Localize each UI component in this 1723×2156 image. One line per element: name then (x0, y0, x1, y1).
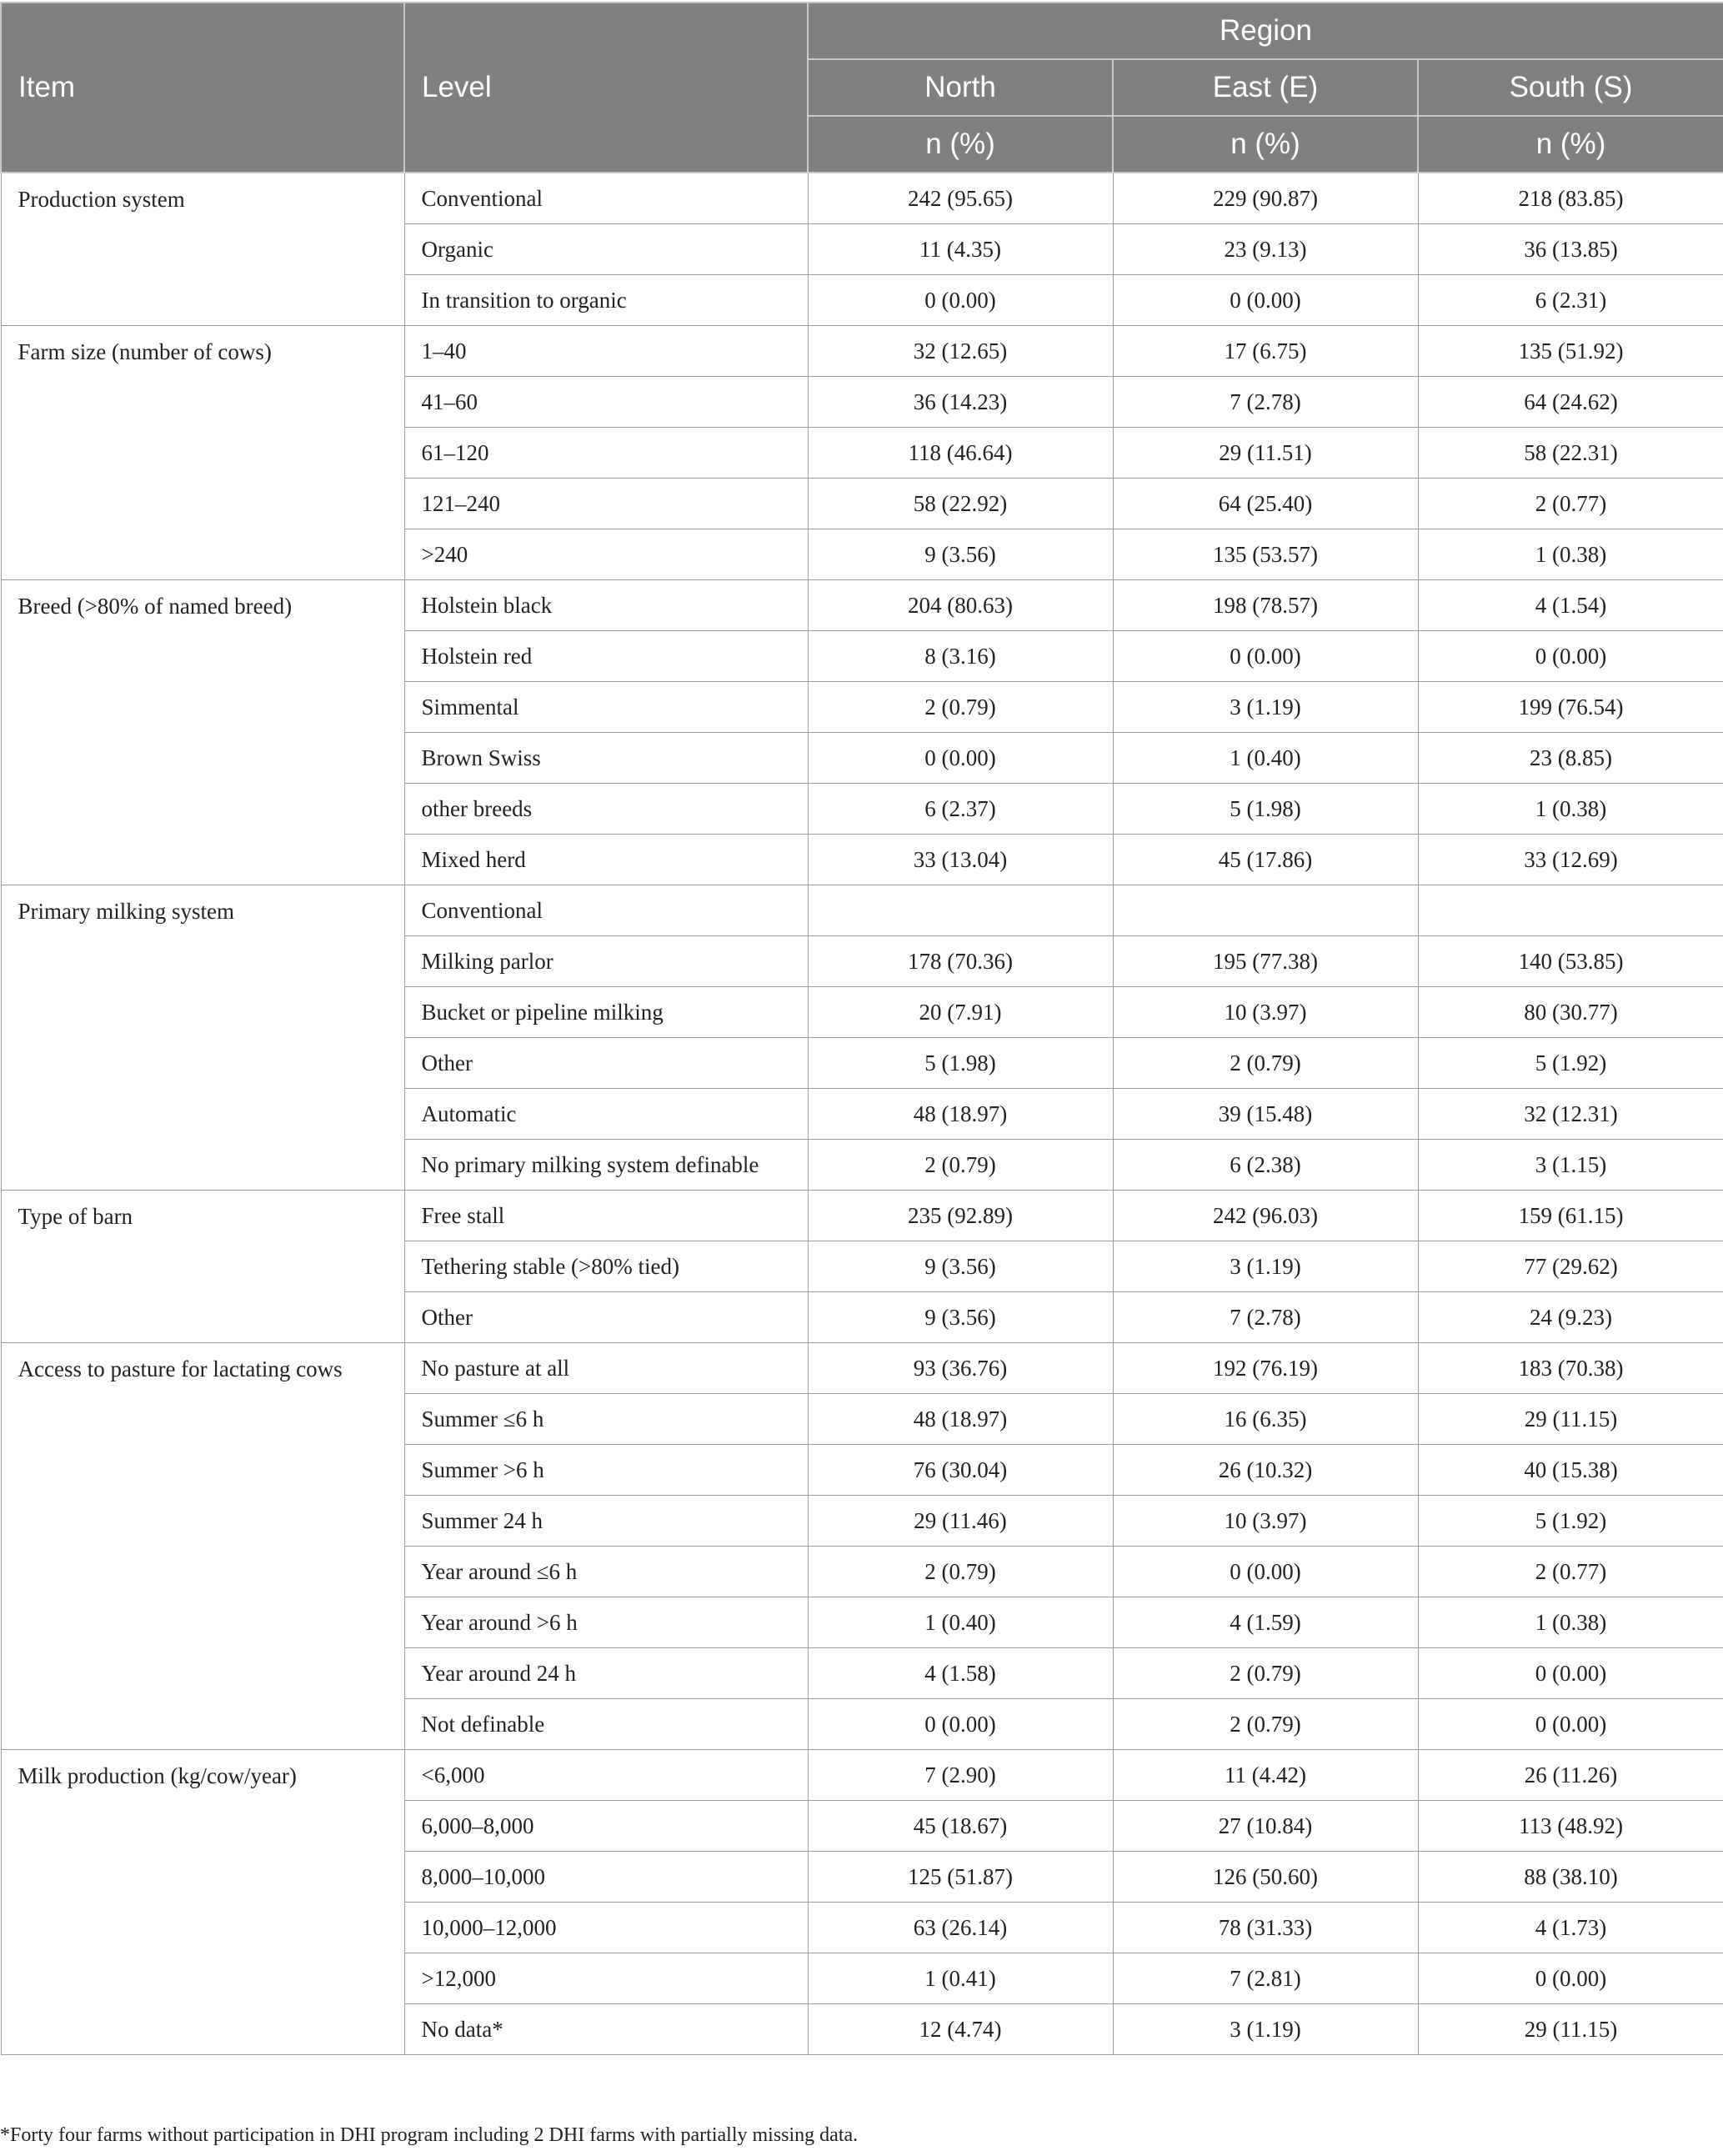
east-cell: 29 (11.51) (1113, 428, 1418, 479)
south-cell (1418, 885, 1723, 936)
east-cell: 135 (53.57) (1113, 529, 1418, 580)
table-row (1, 1191, 1723, 1241)
south-cell: 26 (11.26) (1418, 1750, 1723, 1801)
level-cell: 41–60 (404, 377, 808, 428)
level-cell: Not definable (404, 1699, 808, 1750)
north-cell: 45 (18.67) (808, 1801, 1113, 1852)
east-cell: 10 (3.97) (1113, 1496, 1418, 1547)
south-cell: 36 (13.85) (1418, 224, 1723, 275)
level-cell: Other (404, 1292, 808, 1343)
east-cell: 2 (0.79) (1113, 1699, 1418, 1750)
south-cell: 80 (30.77) (1418, 987, 1723, 1038)
east-cell: 0 (0.00) (1113, 631, 1418, 682)
south-cell: 218 (83.85) (1418, 173, 1723, 224)
level-cell: Conventional (404, 885, 808, 936)
east-cell: 26 (10.32) (1113, 1445, 1418, 1496)
south-cell: 199 (76.54) (1418, 682, 1723, 733)
level-cell: >12,000 (404, 1953, 808, 2004)
table-body (1, 173, 1723, 2055)
south-cell: 64 (24.62) (1418, 377, 1723, 428)
south-cell: 159 (61.15) (1418, 1191, 1723, 1241)
south-cell: 88 (38.10) (1418, 1852, 1723, 1903)
north-cell: 2 (0.79) (808, 1547, 1113, 1597)
level-cell: No pasture at all (404, 1343, 808, 1394)
east-cell: 17 (6.75) (1113, 326, 1418, 377)
east-cell: 3 (1.19) (1113, 1241, 1418, 1292)
north-cell: 9 (3.56) (808, 1241, 1113, 1292)
south-cell: 4 (1.54) (1418, 580, 1723, 631)
item-cell: Farm size (number of cows) (1, 326, 404, 580)
header-east-unit: n (%) (1113, 116, 1418, 173)
north-cell: 8 (3.16) (808, 631, 1113, 682)
south-cell: 2 (0.77) (1418, 479, 1723, 529)
item-cell: Breed (>80% of named breed) (1, 580, 404, 885)
east-cell: 2 (0.79) (1113, 1038, 1418, 1089)
east-cell: 10 (3.97) (1113, 987, 1418, 1038)
east-cell: 7 (2.78) (1113, 1292, 1418, 1343)
north-cell: 32 (12.65) (808, 326, 1113, 377)
level-cell: Organic (404, 224, 808, 275)
east-cell: 6 (2.38) (1113, 1140, 1418, 1191)
item-cell: Production system (1, 173, 404, 326)
level-cell: Summer 24 h (404, 1496, 808, 1547)
east-cell: 242 (96.03) (1113, 1191, 1418, 1241)
south-cell: 140 (53.85) (1418, 936, 1723, 987)
table-row (1, 885, 1723, 936)
item-cell: Primary milking system (1, 885, 404, 1191)
north-cell: 2 (0.79) (808, 1140, 1113, 1191)
north-cell: 1 (0.41) (808, 1953, 1113, 2004)
south-cell: 29 (11.15) (1418, 2004, 1723, 2055)
east-cell: 4 (1.59) (1113, 1597, 1418, 1648)
level-cell: Year around ≤6 h (404, 1547, 808, 1597)
north-cell: 20 (7.91) (808, 987, 1113, 1038)
level-cell: No data* (404, 2004, 808, 2055)
east-cell: 23 (9.13) (1113, 224, 1418, 275)
east-cell: 16 (6.35) (1113, 1394, 1418, 1445)
level-cell: Conventional (404, 173, 808, 224)
table-row (1, 1750, 1723, 1801)
north-cell: 93 (36.76) (808, 1343, 1113, 1394)
east-cell: 3 (1.19) (1113, 682, 1418, 733)
north-cell: 5 (1.98) (808, 1038, 1113, 1089)
north-cell: 0 (0.00) (808, 275, 1113, 326)
north-cell: 125 (51.87) (808, 1852, 1113, 1903)
east-cell: 11 (4.42) (1113, 1750, 1418, 1801)
level-cell: Brown Swiss (404, 733, 808, 784)
north-cell: 6 (2.37) (808, 784, 1113, 835)
east-cell: 1 (0.40) (1113, 733, 1418, 784)
north-cell: 33 (13.04) (808, 835, 1113, 885)
east-cell: 64 (25.40) (1113, 479, 1418, 529)
east-cell: 45 (17.86) (1113, 835, 1418, 885)
level-cell: 6,000–8,000 (404, 1801, 808, 1852)
level-cell: Bucket or pipeline milking (404, 987, 808, 1038)
north-cell: 9 (3.56) (808, 1292, 1113, 1343)
level-cell: Year around 24 h (404, 1648, 808, 1699)
level-cell: Tethering stable (>80% tied) (404, 1241, 808, 1292)
east-cell: 7 (2.78) (1113, 377, 1418, 428)
item-cell: Access to pasture for lactating cows (1, 1343, 404, 1750)
header-item: Item (1, 3, 404, 173)
south-cell: 183 (70.38) (1418, 1343, 1723, 1394)
east-cell: 0 (0.00) (1113, 1547, 1418, 1597)
table-row (1, 326, 1723, 377)
south-cell: 0 (0.00) (1418, 1953, 1723, 2004)
level-cell: Simmental (404, 682, 808, 733)
header-south-unit: n (%) (1418, 116, 1723, 173)
south-cell: 1 (0.38) (1418, 529, 1723, 580)
level-cell: Summer >6 h (404, 1445, 808, 1496)
table-header (1, 3, 1723, 173)
north-cell: 9 (3.56) (808, 529, 1113, 580)
south-cell: 5 (1.92) (1418, 1038, 1723, 1089)
north-cell: 0 (0.00) (808, 733, 1113, 784)
level-cell: Other (404, 1038, 808, 1089)
header-north-unit: n (%) (808, 116, 1113, 173)
north-cell: 204 (80.63) (808, 580, 1113, 631)
header-north: North (808, 59, 1113, 116)
east-cell: 0 (0.00) (1113, 275, 1418, 326)
level-cell: No primary milking system definable (404, 1140, 808, 1191)
level-cell: 8,000–10,000 (404, 1852, 808, 1903)
item-cell: Type of barn (1, 1191, 404, 1343)
level-cell: Summer ≤6 h (404, 1394, 808, 1445)
north-cell: 235 (92.89) (808, 1191, 1113, 1241)
south-cell: 40 (15.38) (1418, 1445, 1723, 1496)
level-cell: 121–240 (404, 479, 808, 529)
east-cell: 7 (2.81) (1113, 1953, 1418, 2004)
south-cell: 0 (0.00) (1418, 1699, 1723, 1750)
east-cell: 192 (76.19) (1113, 1343, 1418, 1394)
north-cell: 76 (30.04) (808, 1445, 1113, 1496)
east-cell: 3 (1.19) (1113, 2004, 1418, 2055)
north-cell: 48 (18.97) (808, 1089, 1113, 1140)
level-cell: Mixed herd (404, 835, 808, 885)
table-container (0, 2, 1723, 2055)
level-cell: Milking parlor (404, 936, 808, 987)
south-cell: 5 (1.92) (1418, 1496, 1723, 1547)
north-cell: 242 (95.65) (808, 173, 1113, 224)
north-cell: 7 (2.90) (808, 1750, 1113, 1801)
east-cell: 195 (77.38) (1113, 936, 1418, 987)
south-cell: 33 (12.69) (1418, 835, 1723, 885)
south-cell: 6 (2.31) (1418, 275, 1723, 326)
south-cell: 77 (29.62) (1418, 1241, 1723, 1292)
north-cell: 48 (18.97) (808, 1394, 1113, 1445)
north-cell: 0 (0.00) (808, 1699, 1113, 1750)
north-cell: 58 (22.92) (808, 479, 1113, 529)
north-cell: 1 (0.40) (808, 1597, 1113, 1648)
level-cell: Automatic (404, 1089, 808, 1140)
header-region: Region (808, 3, 1723, 59)
table-row (1, 580, 1723, 631)
north-cell: 29 (11.46) (808, 1496, 1113, 1547)
level-cell: other breeds (404, 784, 808, 835)
south-cell: 23 (8.85) (1418, 733, 1723, 784)
north-cell (808, 885, 1113, 936)
table-footnote: *Forty four farms without participation in DHI program including 2 DHI farms with partially missing data. (0, 2124, 859, 2146)
level-cell: Year around >6 h (404, 1597, 808, 1648)
south-cell: 3 (1.15) (1418, 1140, 1723, 1191)
header-east: East (E) (1113, 59, 1418, 116)
south-cell: 29 (11.15) (1418, 1394, 1723, 1445)
level-cell: In transition to organic (404, 275, 808, 326)
table-row (1, 1343, 1723, 1394)
table-row (1, 173, 1723, 224)
east-cell: 198 (78.57) (1113, 580, 1418, 631)
header-level: Level (404, 3, 808, 173)
east-cell: 27 (10.84) (1113, 1801, 1418, 1852)
level-cell: 10,000–12,000 (404, 1903, 808, 1953)
item-cell: Milk production (kg/cow/year) (1, 1750, 404, 2055)
level-cell: 61–120 (404, 428, 808, 479)
south-cell: 2 (0.77) (1418, 1547, 1723, 1597)
south-cell: 32 (12.31) (1418, 1089, 1723, 1140)
south-cell: 1 (0.38) (1418, 1597, 1723, 1648)
level-cell: <6,000 (404, 1750, 808, 1801)
east-cell: 2 (0.79) (1113, 1648, 1418, 1699)
east-cell: 78 (31.33) (1113, 1903, 1418, 1953)
south-cell: 113 (48.92) (1418, 1801, 1723, 1852)
north-cell: 4 (1.58) (808, 1648, 1113, 1699)
north-cell: 12 (4.74) (808, 2004, 1113, 2055)
south-cell: 58 (22.31) (1418, 428, 1723, 479)
south-cell: 0 (0.00) (1418, 1648, 1723, 1699)
north-cell: 178 (70.36) (808, 936, 1113, 987)
east-cell: 126 (50.60) (1113, 1852, 1418, 1903)
south-cell: 135 (51.92) (1418, 326, 1723, 377)
level-cell: Free stall (404, 1191, 808, 1241)
east-cell: 229 (90.87) (1113, 173, 1418, 224)
north-cell: 11 (4.35) (808, 224, 1113, 275)
region-table (0, 2, 1723, 2055)
level-cell: 1–40 (404, 326, 808, 377)
north-cell: 36 (14.23) (808, 377, 1113, 428)
header-south: South (S) (1418, 59, 1723, 116)
south-cell: 0 (0.00) (1418, 631, 1723, 682)
south-cell: 24 (9.23) (1418, 1292, 1723, 1343)
north-cell: 118 (46.64) (808, 428, 1113, 479)
east-cell: 5 (1.98) (1113, 784, 1418, 835)
level-cell: >240 (404, 529, 808, 580)
east-cell: 39 (15.48) (1113, 1089, 1418, 1140)
level-cell: Holstein black (404, 580, 808, 631)
south-cell: 4 (1.73) (1418, 1903, 1723, 1953)
south-cell: 1 (0.38) (1418, 784, 1723, 835)
east-cell (1113, 885, 1418, 936)
north-cell: 63 (26.14) (808, 1903, 1113, 1953)
north-cell: 2 (0.79) (808, 682, 1113, 733)
level-cell: Holstein red (404, 631, 808, 682)
